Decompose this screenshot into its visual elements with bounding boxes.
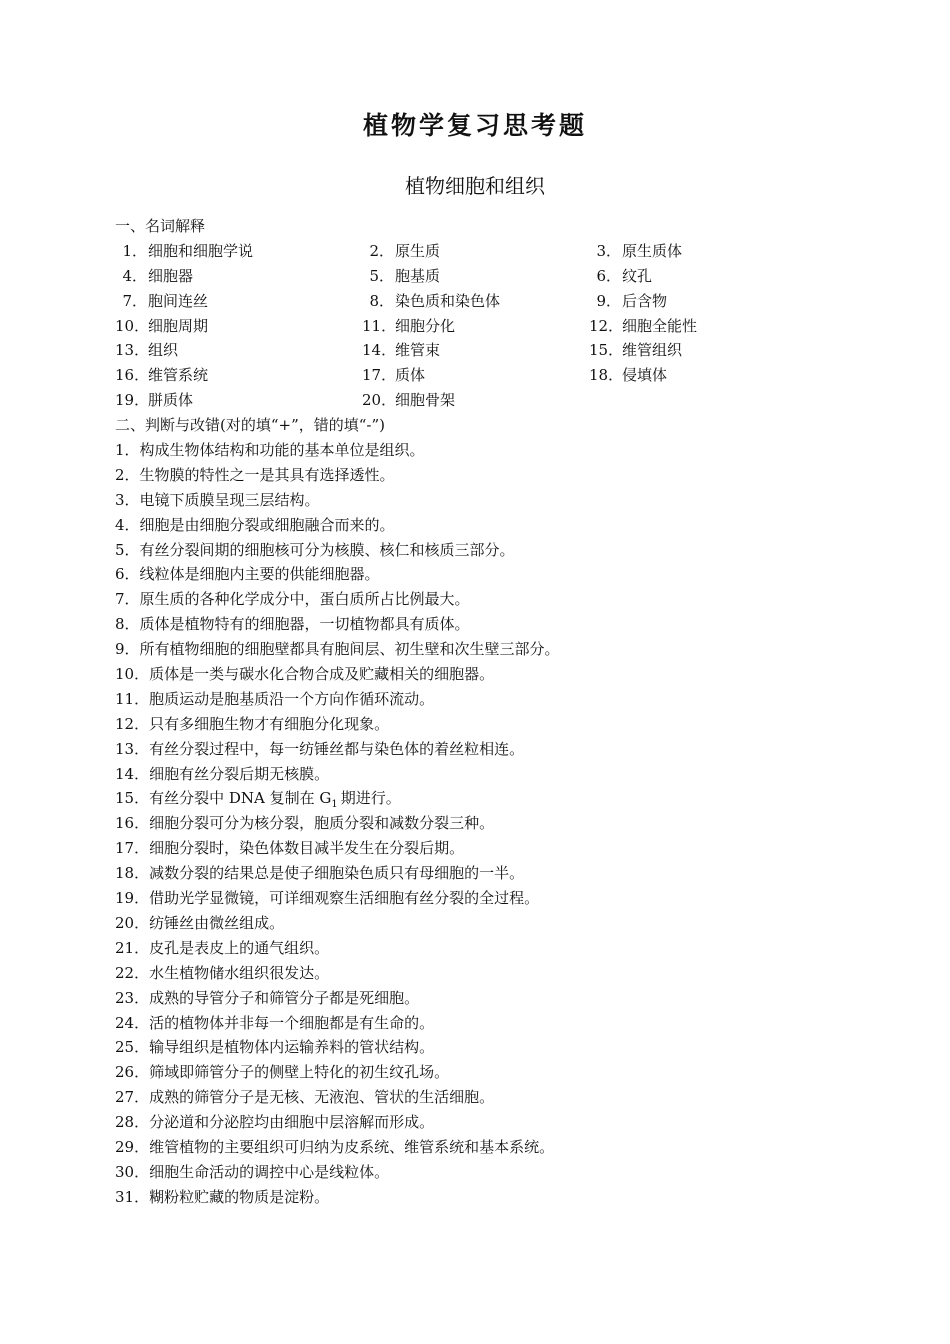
judgement-item [115, 587, 895, 612]
term-row [115, 264, 895, 289]
judgement-text: 4．细胞是由细胞分裂或细胞融合而来的。 [115, 515, 395, 534]
judgement-item [115, 737, 895, 762]
judgement-item [115, 463, 895, 488]
judgement-item [115, 961, 895, 986]
judgement-item [115, 488, 895, 513]
judgement-item [115, 712, 895, 737]
judgement-text: 9．所有植物细胞的细胞壁都具有胞间层、初生壁和次生壁三部分。 [115, 640, 560, 659]
term-number: 13． [115, 341, 150, 360]
term-number: 19． [115, 391, 150, 410]
document-body [115, 214, 895, 1210]
term-number: 5． [369, 266, 394, 285]
term-item [115, 363, 362, 388]
judgement-item [115, 562, 895, 587]
term-label: 胞基质 [395, 266, 441, 285]
term-item [115, 239, 362, 264]
term-label: 维管组织 [622, 341, 683, 360]
judgement-item [115, 612, 895, 637]
subscript-text: 1 [331, 799, 338, 811]
term-row [115, 363, 895, 388]
judgement-item [115, 786, 895, 811]
judgement-text: 15．有丝分裂中 DNA 复制在 G [115, 789, 332, 808]
judgement-item [115, 538, 895, 563]
term-number: 6． [596, 266, 621, 285]
term-number: 4． [122, 266, 147, 285]
term-item [589, 264, 652, 289]
term-item [362, 388, 589, 413]
term-label: 维管系统 [148, 366, 209, 385]
chapter-subtitle: 植物细胞和组织 [405, 174, 545, 198]
judgement-text: 8．质体是植物特有的细胞器，一切植物都具有质体。 [115, 615, 470, 634]
judgement-text: 24．活的植物体并非每一个细胞都是有生命的。 [115, 1013, 435, 1032]
term-item [589, 314, 697, 339]
judgement-list [115, 438, 895, 1210]
judgement-item [115, 1060, 895, 1085]
term-label: 细胞周期 [148, 316, 209, 335]
judgement-text: 2．生物膜的特性之一是其具有选择透性。 [115, 465, 395, 484]
term-number: 14． [362, 341, 397, 360]
term-label: 原生质 [395, 241, 441, 260]
section-heading-judgement: 二、判断与改错(对的填“+”，错的填“-”) [115, 416, 386, 435]
judgement-text: 30．细胞生命活动的调控中心是线粒体。 [115, 1162, 390, 1181]
judgement-item [115, 1035, 895, 1060]
term-item [115, 388, 362, 413]
judgement-text: 16．细胞分裂可分为核分裂，胞质分裂和减数分裂三种。 [115, 814, 495, 833]
term-row [115, 314, 895, 339]
term-label: 细胞分化 [395, 316, 456, 335]
judgement-text: 28．分泌道和分泌腔均由细胞中层溶解而形成。 [115, 1113, 435, 1132]
term-item [362, 264, 589, 289]
term-number: 15． [589, 341, 624, 360]
judgement-item [115, 1160, 895, 1185]
term-item [589, 239, 682, 264]
term-item [362, 239, 589, 264]
term-label: 细胞和细胞学说 [148, 241, 254, 260]
terms-list [115, 239, 895, 413]
term-number: 3． [596, 241, 621, 260]
judgement-text: 6．线粒体是细胞内主要的供能细胞器。 [115, 565, 380, 584]
term-item [589, 363, 667, 388]
judgement-text: 3．电镜下质膜呈现三层结构。 [115, 490, 320, 509]
judgement-item [115, 1135, 895, 1160]
judgement-item [115, 1185, 895, 1210]
judgement-text: 22．水生植物储水组织很发达。 [115, 963, 330, 982]
term-number: 16． [115, 366, 150, 385]
judgement-text-tail: 期进行。 [340, 789, 401, 808]
term-label: 胼质体 [148, 391, 194, 410]
term-label: 染色质和染色体 [395, 291, 501, 310]
term-label: 细胞全能性 [622, 316, 698, 335]
term-item [362, 363, 589, 388]
judgement-text: 29．维管植物的主要组织可归纳为皮系统、维管系统和基本系统。 [115, 1137, 555, 1156]
term-label: 维管束 [395, 341, 441, 360]
judgement-item [115, 811, 895, 836]
judgement-text: 25．输导组织是植物体内运输养料的管状结构。 [115, 1038, 435, 1057]
judgement-item [115, 1011, 895, 1036]
judgement-item [115, 886, 895, 911]
term-number: 9． [596, 291, 621, 310]
term-row [115, 388, 895, 413]
term-item [362, 338, 589, 363]
term-label: 质体 [395, 366, 426, 385]
judgement-text: 11．胞质运动是胞基质沿一个方向作循环流动。 [115, 689, 435, 708]
term-number: 10． [115, 316, 150, 335]
term-label: 细胞骨架 [395, 391, 456, 410]
judgement-text: 12．只有多细胞生物才有细胞分化现象。 [115, 714, 390, 733]
judgement-text: 18．减数分裂的结果总是使子细胞染色质只有母细胞的一半。 [115, 864, 525, 883]
judgement-text: 26．筛域即筛管分子的侧壁上特化的初生纹孔场。 [115, 1063, 450, 1082]
judgement-text: 5．有丝分裂间期的细胞核可分为核膜、核仁和核质三部分。 [115, 540, 515, 559]
judgement-text: 13．有丝分裂过程中，每一纺锤丝都与染色体的着丝粒相连。 [115, 739, 525, 758]
term-item [589, 289, 667, 314]
document-title: 植物学复习思考题 [362, 111, 587, 140]
judgement-item [115, 1110, 895, 1135]
term-number: 2． [369, 241, 394, 260]
term-number: 20． [362, 391, 397, 410]
term-number: 1． [122, 241, 147, 260]
judgement-text: 23．成熟的导管分子和筛管分子都是死细胞。 [115, 988, 420, 1007]
section-heading-terms: 一、名词解释 [115, 217, 206, 235]
judgement-item [115, 1085, 895, 1110]
judgement-text: 27．成熟的筛管分子是无核、无液泡、管状的生活细胞。 [115, 1088, 495, 1107]
term-number: 8． [369, 291, 394, 310]
term-item [115, 338, 362, 363]
term-number: 11． [362, 316, 397, 335]
term-item [589, 388, 622, 413]
judgement-item [115, 762, 895, 787]
term-number: 7． [122, 291, 147, 310]
judgement-item [115, 687, 895, 712]
judgement-item [115, 662, 895, 687]
judgement-text: 19．借助光学显微镜，可详细观察生活细胞有丝分裂的全过程。 [115, 889, 540, 908]
term-item [589, 338, 682, 363]
judgement-item [115, 911, 895, 936]
term-item [115, 314, 362, 339]
term-label: 侵填体 [622, 366, 668, 385]
judgement-text: 10．质体是一类与碳水化合物合成及贮藏相关的细胞器。 [115, 665, 495, 684]
term-row [115, 239, 895, 264]
term-label: 原生质体 [622, 241, 683, 260]
judgement-text: 20．纺锤丝由微丝组成。 [115, 913, 285, 932]
term-row [115, 289, 895, 314]
term-number [589, 388, 621, 413]
term-item [115, 289, 362, 314]
judgement-item [115, 986, 895, 1011]
judgement-item [115, 861, 895, 886]
judgement-item [115, 513, 895, 538]
judgement-text: 17．细胞分裂时，染色体数目减半发生在分裂后期。 [115, 839, 465, 858]
term-item [362, 289, 589, 314]
judgement-text: 14．细胞有丝分裂后期无核膜。 [115, 764, 330, 783]
term-item [115, 264, 362, 289]
term-label: 组织 [148, 341, 179, 360]
term-label: 胞间连丝 [148, 291, 209, 310]
judgement-item [115, 637, 895, 662]
term-row [115, 338, 895, 363]
term-number: 12． [589, 316, 624, 335]
judgement-text: 21．皮孔是表皮上的通气组织。 [115, 938, 330, 957]
judgement-item [115, 438, 895, 463]
judgement-text: 7．原生质的各种化学成分中，蛋白质所占比例最大。 [115, 590, 470, 609]
judgement-item [115, 836, 895, 861]
term-label: 后含物 [622, 291, 668, 310]
term-number: 17． [362, 366, 397, 385]
judgement-text: 1．构成生物体结构和功能的基本单位是组织。 [115, 441, 425, 460]
judgement-item [115, 936, 895, 961]
judgement-text: 31．糊粉粒贮藏的物质是淀粉。 [115, 1187, 330, 1206]
term-label: 细胞器 [148, 266, 194, 285]
term-number: 18． [589, 366, 624, 385]
term-label: 纹孔 [622, 266, 653, 285]
term-item [362, 314, 589, 339]
